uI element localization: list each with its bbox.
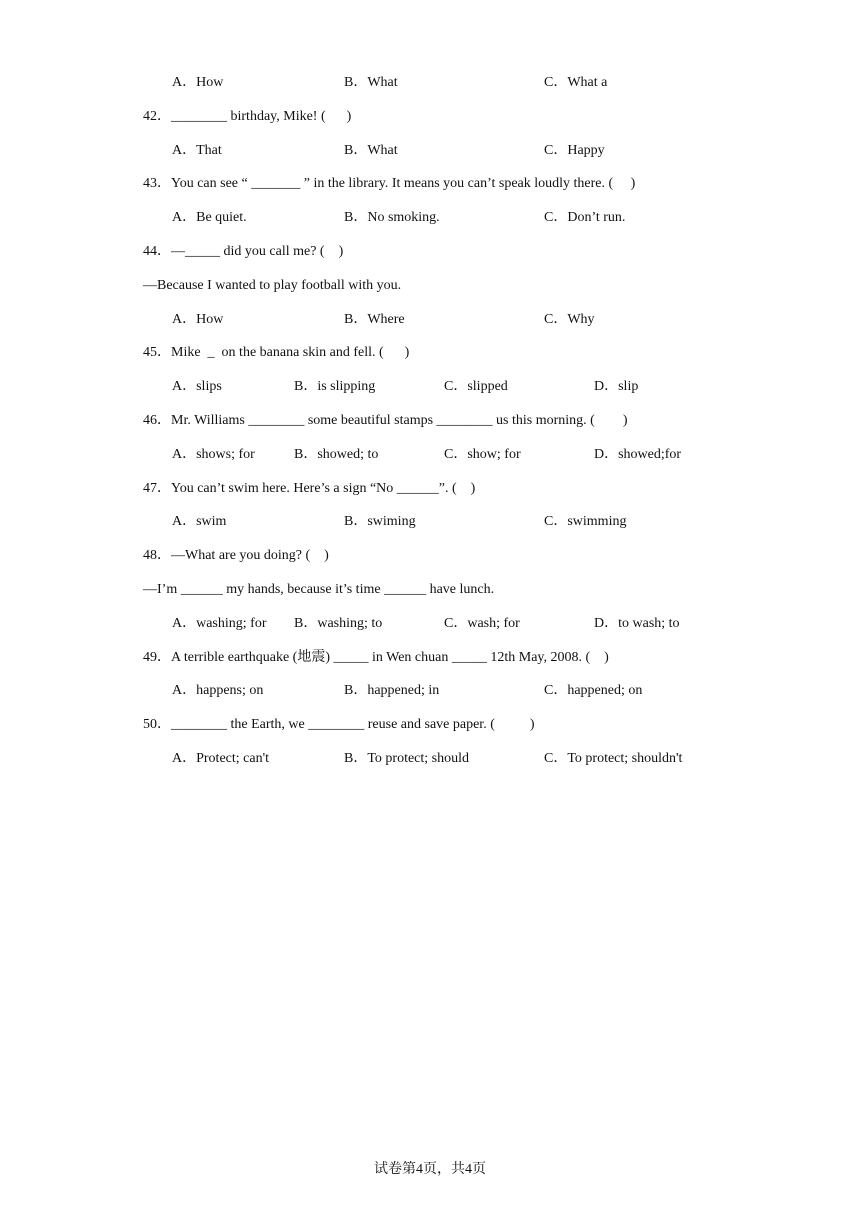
answer-option: C．happened; on [544,683,643,698]
answer-option: B．What [344,143,398,158]
answer-option: B．To protect; should [344,751,470,766]
answer-option: C．Happy [544,143,605,158]
answer-option: B．showed; to [294,447,379,462]
question-text: 46．Mr. Williams ________ some beautiful stamps ________ us this morning. ( ) [143,413,628,428]
answer-option: D．slip [594,379,639,394]
answer-option: A．shows; for [172,447,255,462]
dialogue-line: —I’m ______ my hands, because it’s time ______ have lunch. [143,582,495,597]
question-text: 47．You can’t swim here. Here’s a sign “No ______”. ( ) [143,481,476,496]
answer-option: B．swiming [344,514,416,529]
answer-option: B．is slipping [294,379,376,394]
answer-option: D．showed;for [594,447,682,462]
answer-option: A．How [172,75,224,90]
answer-option: B．happened; in [344,683,440,698]
answer-option: A．How [172,312,224,327]
question-text: 44．—_____ did you call me? ( ) [143,244,344,259]
answer-option: A．slips [172,379,222,394]
answer-option: A．washing; for [172,616,267,631]
answer-option: A．happens; on [172,683,264,698]
question-text: 45．Mike _ on the banana skin and fell. ( ) [143,345,410,360]
question-text: 43．You can see “ _______ ” in the library. It means you can’t speak loudly there. ( ) [143,176,636,191]
answer-option: A．Be quiet. [172,210,247,225]
question-text: 50．________ the Earth, we ________ reuse and save paper. ( ) [143,717,535,732]
answer-option: C．slipped [444,379,508,394]
answer-option: C．wash; for [444,616,520,631]
answer-option: B．washing; to [294,616,383,631]
answer-option: A．Protect; can't [172,751,269,766]
answer-option: C．Why [544,312,595,327]
answer-option: C．show; for [444,447,521,462]
question-text: 49．A terrible earthquake (地震) _____ in Wen chuan _____ 12th May, 2008. ( ) [143,650,609,665]
answer-option: B．No smoking. [344,210,440,225]
answer-option: A．That [172,143,222,158]
page-footer: 试卷第4页，共4页 [374,1162,486,1177]
answer-option: C．Don’t run. [544,210,626,225]
answer-option: D．to wash; to [594,616,680,631]
answer-option: B．Where [344,312,405,327]
answer-option: B．What [344,75,398,90]
dialogue-line: —Because I wanted to play football with you. [143,278,402,293]
question-text: 42．________ birthday, Mike! ( ) [143,109,352,124]
answer-option: C．What a [544,75,608,90]
question-text: 48．—What are you doing? ( ) [143,548,329,563]
answer-option: C．swimming [544,514,627,529]
answer-option: C．To protect; shouldn't [544,751,683,766]
answer-option: A．swim [172,514,227,529]
